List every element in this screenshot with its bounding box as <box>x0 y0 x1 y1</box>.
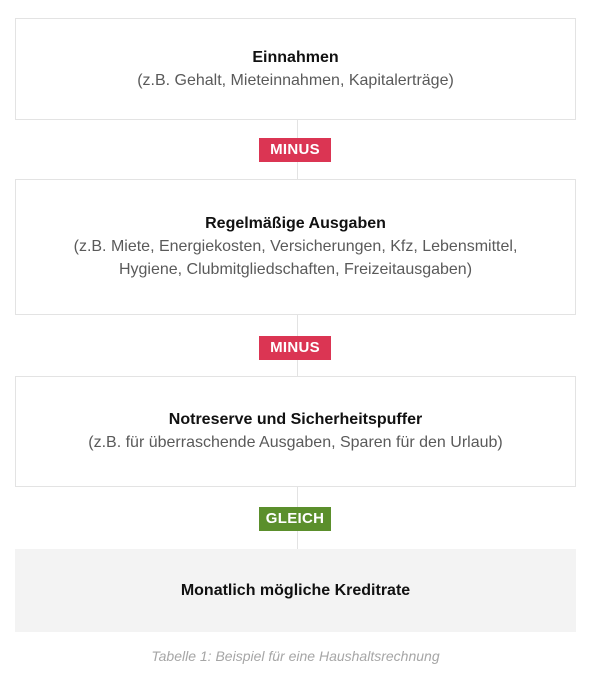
regular-expenses-description-line1: (z.B. Miete, Energiekosten, Versicherungen, Kfz, Lebensmittel, <box>73 238 518 255</box>
income-description: (z.B. Gehalt, Mieteinnahmen, Kapitalerträge) <box>137 71 454 89</box>
result-box <box>15 549 576 632</box>
operator-equals: GLEICH <box>259 507 331 531</box>
income-title: Einnahmen <box>252 48 339 66</box>
operator-minus-1: MINUS <box>259 138 331 162</box>
result-title: Monatlich mögliche Kreditrate <box>180 581 411 599</box>
reserve-title: Notreserve und Sicherheitspuffer <box>168 411 423 428</box>
regular-expenses-title: Regelmäßige Ausgaben <box>205 215 386 232</box>
reserve-description: (z.B. für überraschende Ausgaben, Sparen für den Urlaub) <box>88 434 503 451</box>
regular-expenses-description-line2: Hygiene, Clubmitgliedschaften, Freizeitausgaben) <box>118 261 473 278</box>
regular-expenses-box <box>15 179 576 315</box>
income-box <box>15 18 576 120</box>
reserve-box <box>15 376 576 487</box>
operator-minus-2: MINUS <box>259 336 331 360</box>
table-caption: Tabelle 1: Beispiel für eine Haushaltsrechnung <box>151 648 440 664</box>
